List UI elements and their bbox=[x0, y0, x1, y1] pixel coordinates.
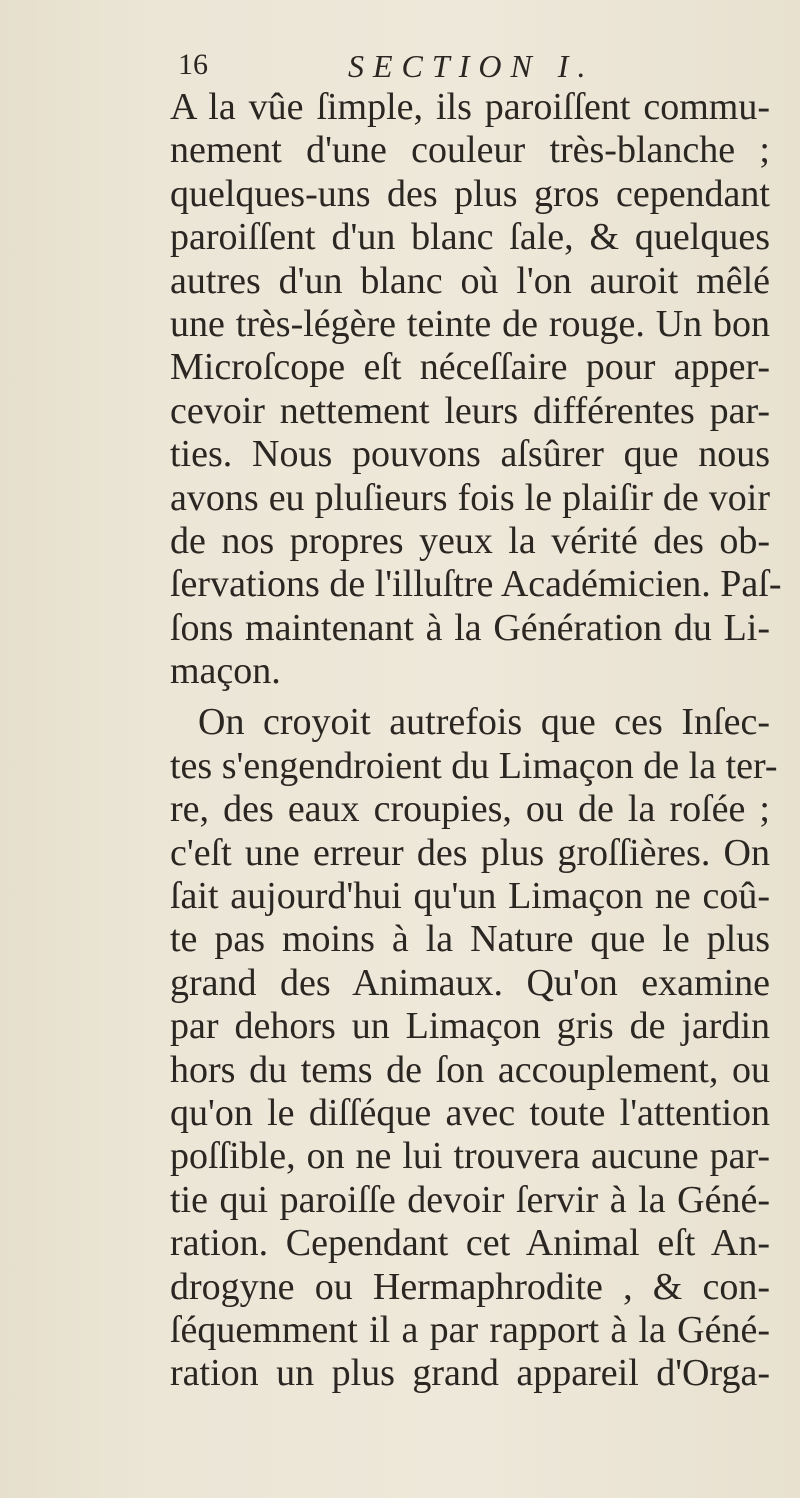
text-line: A la vûe ſimple, ils paroiſſent commu- bbox=[170, 86, 770, 128]
text-line: cevoir nettement leurs différentes par- bbox=[170, 389, 770, 432]
text-line: drogyne ou Hermaphrodite , & con- bbox=[170, 1265, 770, 1308]
page-number: 16 bbox=[178, 48, 208, 81]
text-line: quelques-uns des plus gros cependant bbox=[170, 172, 770, 215]
text-line: On croyoit autrefois que ces Inſec- bbox=[198, 701, 770, 744]
text-line: ration. Cependant cet Animal eſt An- bbox=[170, 1222, 770, 1265]
text-line: par dehors un Limaçon gris de jardin bbox=[170, 1005, 770, 1048]
text-line: paroiſſent d'un blanc ſale, & quelques bbox=[170, 216, 770, 259]
text-line: c'eſt une erreur des plus groſſières. On bbox=[170, 831, 770, 874]
text-line: ties. Nous pouvons aſsûrer que nous bbox=[170, 433, 770, 476]
text-line: ration un plus grand appareil d'Orga- bbox=[170, 1352, 770, 1395]
text-line: tes s'engendroient du Limaçon de la ter- bbox=[170, 744, 778, 787]
text-line: autres d'un blanc où l'on auroit mêlé bbox=[170, 259, 770, 302]
running-head: SECTION I. bbox=[348, 48, 595, 84]
text-line: de nos propres yeux la vérité des ob- bbox=[170, 519, 770, 562]
body-text bbox=[170, 86, 782, 1396]
text-line: avons eu pluſieurs fois le plaiſir de voir bbox=[170, 476, 770, 519]
text-line: nement d'une couleur très-blanche ; bbox=[170, 129, 770, 172]
text-line: ſéquemment il a par rapport à la Géné- bbox=[170, 1308, 770, 1351]
text-line: ſait aujourd'hui qu'un Limaçon ne coû- bbox=[170, 875, 770, 918]
text-line: Microſcope eſt néceſſaire pour apper- bbox=[170, 346, 770, 389]
text-line: qu'on le diſſéque avec toute l'attention bbox=[170, 1091, 770, 1134]
paragraph-2 bbox=[170, 701, 778, 1395]
paragraph-1 bbox=[170, 86, 782, 693]
text-line: re, des eaux croupies, ou de la roſée ; bbox=[170, 788, 770, 831]
text-line: te pas moins à la Nature que le plus bbox=[170, 918, 770, 961]
text-line: une très-légère teinte de rouge. Un bon bbox=[170, 302, 770, 345]
text-line: maçon. bbox=[170, 650, 281, 693]
text-line: grand des Animaux. Qu'on examine bbox=[170, 961, 770, 1004]
text-line: ſervations de l'illuſtre Académicien. Paſ- bbox=[170, 563, 782, 606]
text-line: poſſible, on ne lui trouvera aucune par- bbox=[170, 1135, 770, 1178]
text-line: tie qui paroiſſe devoir ſervir à la Géné- bbox=[170, 1178, 770, 1221]
text-line: ſons maintenant à la Génération du Li- bbox=[170, 606, 770, 649]
text-line: hors du tems de ſon accouplement, ou bbox=[170, 1048, 770, 1091]
